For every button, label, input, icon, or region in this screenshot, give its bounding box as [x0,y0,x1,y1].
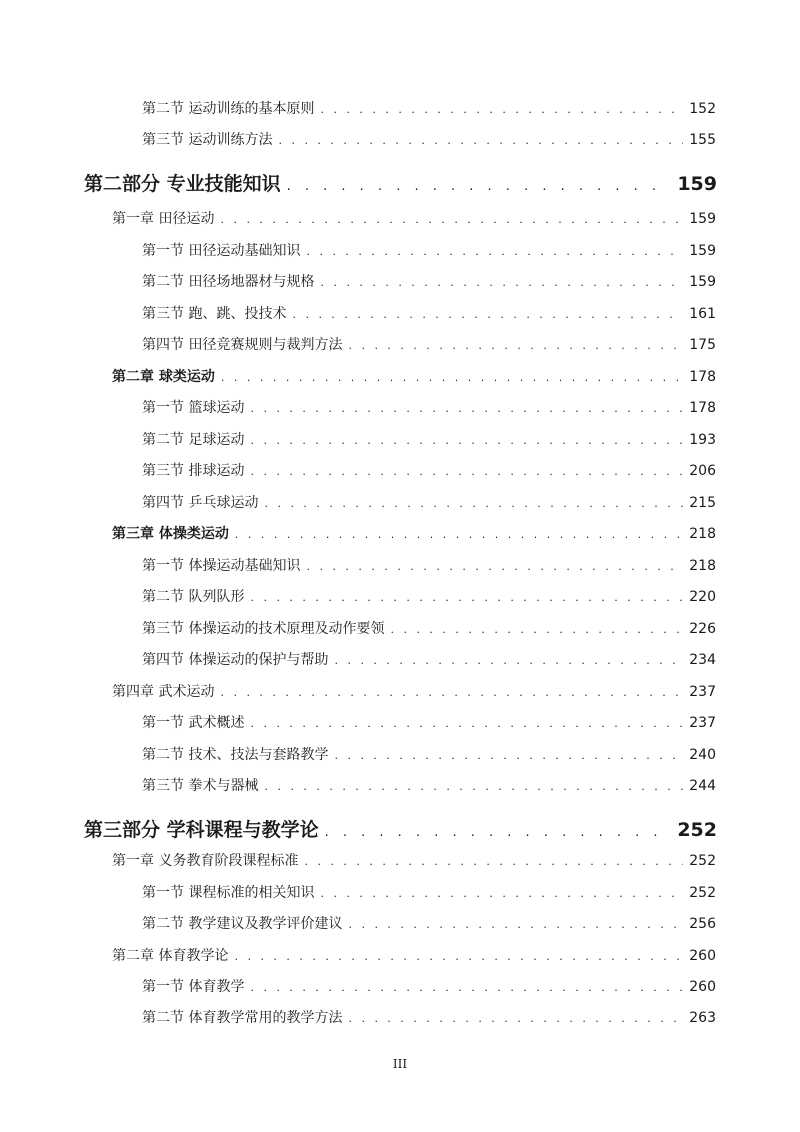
toc-part-entry[interactable] [84,815,717,842]
toc-entry-title: 第一节 田径运动基础知识 [142,243,301,259]
toc-page-number: 215 [689,495,716,511]
dot-leader [250,591,683,604]
toc-page-number: 260 [689,979,716,995]
toc-entry-title: 第二节 队列队形 [142,589,245,605]
dot-leader [306,245,683,258]
toc-part-entry[interactable] [84,169,717,196]
page-footer-number: III [392,1057,408,1071]
toc-page-number: 159 [689,274,716,290]
toc-page-number: 237 [689,715,716,731]
toc-entry-title: 第四节 乒乓球运动 [142,495,259,511]
dot-leader [220,686,683,699]
dot-leader [278,134,683,147]
dot-leader [306,560,683,573]
toc-chapter-entry[interactable] [112,208,716,228]
toc-entry-title: 第三节 拳术与器械 [142,778,259,794]
toc-entry-title: 第二节 体育教学常用的教学方法 [142,1010,343,1026]
toc-section-entry[interactable] [142,882,716,902]
toc-entry-title: 第二节 运动训练的基本原则 [142,101,315,117]
toc-entry-title: 第一节 体育教学 [142,979,245,995]
toc-section-entry[interactable] [142,303,716,323]
toc-page-number: 218 [689,526,716,542]
dot-leader [264,497,683,510]
dot-leader [250,402,683,415]
toc-page-number: 159 [689,211,716,227]
toc-page-number: 175 [689,337,716,353]
toc-entry-title: 第一章 义务教育阶段课程标准 [112,853,299,869]
toc-page-number: 220 [689,589,716,605]
toc-chapter-entry[interactable] [112,523,716,543]
dot-leader [304,855,683,868]
toc-entry-title: 第一节 课程标准的相关知识 [142,885,315,901]
toc-entry-title: 第三节 体操运动的技术原理及动作要领 [142,621,385,637]
toc-chapter-entry[interactable] [112,850,716,870]
toc-page-number: 237 [689,684,716,700]
toc-entry-title: 第三节 运动训练方法 [142,132,273,148]
toc-page-number: 252 [689,885,716,901]
toc-page-number: 244 [689,778,716,794]
dot-leader [325,825,672,840]
toc-entry-title: 第二节 田径场地器材与规格 [142,274,315,290]
toc-chapter-entry[interactable] [112,681,716,701]
dot-leader [348,339,683,352]
dot-leader [334,749,683,762]
toc-entry-title: 第四节 田径竞赛规则与裁判方法 [142,337,343,353]
toc-page-number: 226 [689,621,716,637]
toc-section-entry[interactable] [142,98,716,118]
toc-entry-title: 第二章 体育教学论 [112,948,229,964]
toc-page-number: 159 [689,243,716,259]
dot-leader [250,465,683,478]
toc-page-number: 178 [689,400,716,416]
toc-page-number: 155 [689,132,716,148]
toc-page-number: 161 [689,306,716,322]
toc-section-entry[interactable] [142,271,716,291]
toc-section-entry[interactable] [142,240,716,260]
toc-page-number: 206 [689,463,716,479]
dot-leader [250,717,683,730]
toc-page-number: 152 [689,101,716,117]
toc-page-number: 260 [689,948,716,964]
dot-leader [292,308,683,321]
toc-entry-title: 第二节 足球运动 [142,432,245,448]
dot-leader [348,1012,683,1025]
toc-section-entry[interactable] [142,744,716,764]
dot-leader [234,950,683,963]
toc-section-entry[interactable] [142,976,716,996]
toc-section-entry[interactable] [142,1007,716,1027]
toc-section-entry[interactable] [142,618,716,638]
dot-leader [320,103,683,116]
toc-entry-title: 第四节 体操运动的保护与帮助 [142,652,329,668]
toc-section-entry[interactable] [142,460,716,480]
dot-leader [348,918,683,931]
dot-leader [235,528,683,541]
toc-page-number: 218 [689,558,716,574]
toc-page-number: 193 [689,432,716,448]
toc-entry-title: 第三节 排球运动 [142,463,245,479]
toc-entry-title: 第三部分 学科课程与教学论 [84,819,319,841]
dot-leader [334,654,683,667]
toc-page-number: 252 [677,819,717,841]
toc-entry-title: 第一节 武术概述 [142,715,245,731]
toc-section-entry[interactable] [142,649,716,669]
toc-entry-title: 第一章 田径运动 [112,211,215,227]
toc-entry-title: 第二部分 专业技能知识 [84,173,281,195]
toc-page-number: 234 [689,652,716,668]
toc-entry-title: 第二节 技术、技法与套路教学 [142,747,329,763]
dot-leader [250,981,683,994]
toc-section-entry[interactable] [142,429,716,449]
toc-section-entry[interactable] [142,913,716,933]
dot-leader [250,434,683,447]
toc-entry-title: 第二章 球类运动 [112,369,215,385]
toc-entry-title: 第三节 跑、跳、投技术 [142,306,287,322]
toc-entry-title: 第二节 教学建议及教学评价建议 [142,916,343,932]
toc-section-entry[interactable] [142,397,716,417]
dot-leader [220,213,683,226]
toc-section-entry[interactable] [142,334,716,354]
toc-chapter-entry[interactable] [112,366,716,386]
toc-chapter-entry[interactable] [112,945,716,965]
toc-section-entry[interactable] [142,555,716,575]
toc-entry-title: 第一节 篮球运动 [142,400,245,416]
toc-page-number: 263 [689,1010,716,1026]
toc-page-number: 159 [677,173,717,195]
toc-page-number: 178 [689,369,716,385]
toc-section-entry[interactable] [142,586,716,606]
toc-section-entry[interactable] [142,492,716,512]
toc-section-entry[interactable] [142,775,716,795]
toc-entry-title: 第四章 武术运动 [112,684,215,700]
dot-leader [221,371,683,384]
dot-leader [264,780,683,793]
toc-section-entry[interactable] [142,129,716,149]
toc-page-number: 240 [689,747,716,763]
toc-entry-title: 第三章 体操类运动 [112,526,229,542]
toc-entry-title: 第一节 体操运动基础知识 [142,558,301,574]
dot-leader [320,887,683,900]
toc-page-number: 252 [689,853,716,869]
toc-page-number: 256 [689,916,716,932]
dot-leader [390,623,683,636]
toc-section-entry[interactable] [142,712,716,732]
dot-leader [287,179,672,194]
dot-leader [320,276,683,289]
